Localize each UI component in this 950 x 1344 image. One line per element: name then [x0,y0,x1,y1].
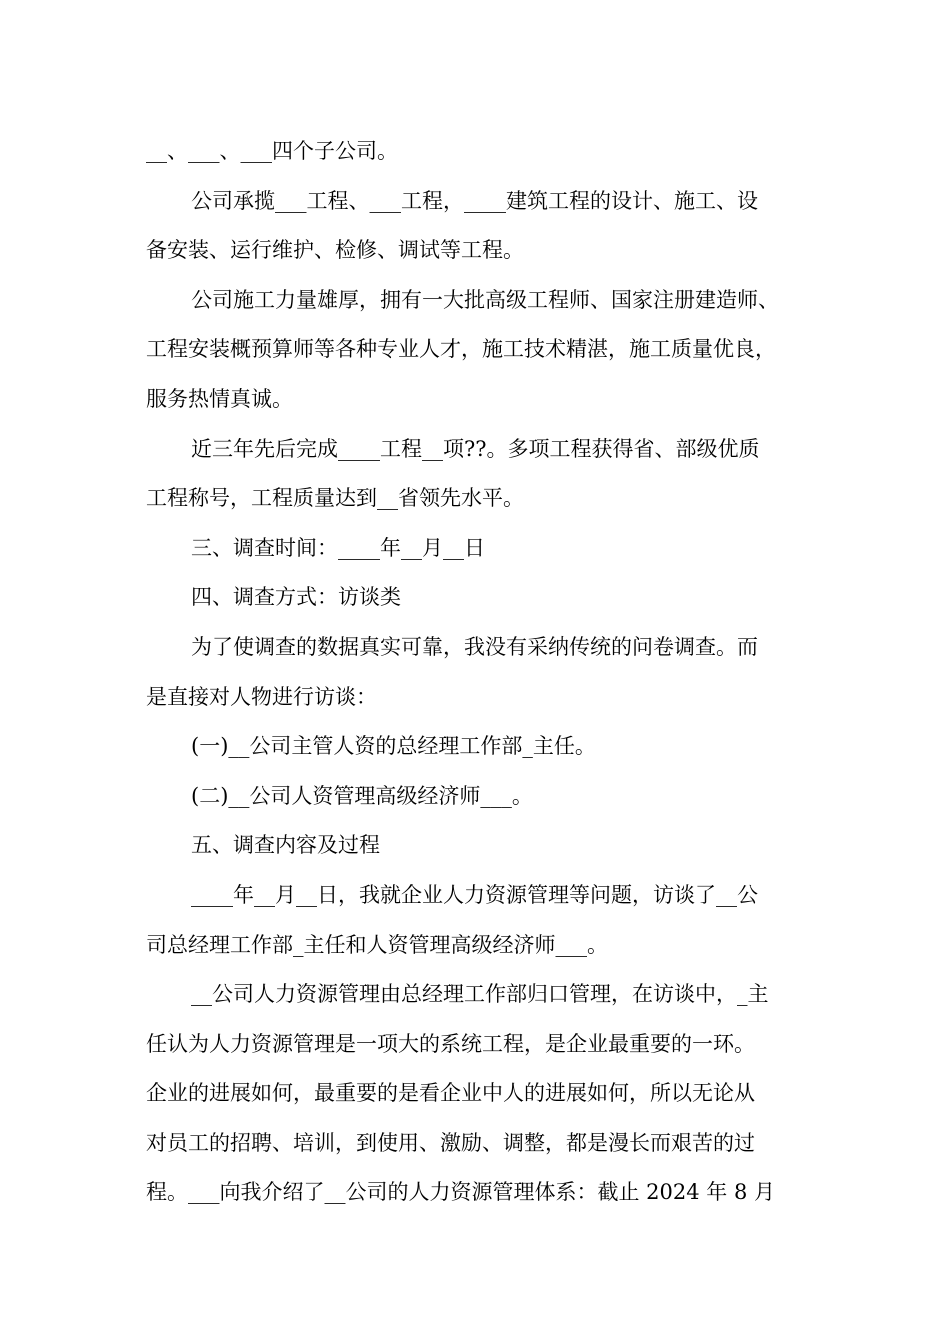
text-line: 工程称号，工程质量达到__省领先水平。 [146,486,524,511]
section-heading: 三、调查时间：____年__月__日 [191,535,485,560]
text-line: 为了使调查的数据真实可靠，我没有采纳传统的问卷调查。而 [191,634,758,659]
list-item: (二)__公司人资管理高级经济师___。 [191,783,533,808]
text-line: 备安装、运行维护、检修、调试等工程。 [146,238,524,263]
text-line: 企业的进展如何，最重要的是看企业中人的进展如何，所以无论从 [146,1081,755,1106]
body-text [146,127,806,1218]
text-line: 工程安装概预算师等各种专业人才，施工技术精湛，施工质量优良， [146,337,776,362]
text-line: 是直接对人物进行访谈： [146,684,377,709]
text-line: 公司施工力量雄厚，拥有一大批高级工程师、国家注册建造师、 [191,287,779,312]
section-heading: 五、调查内容及过程 [191,833,380,858]
list-item: (一)__公司主管人资的总经理工作部_主任。 [191,734,596,759]
text-line: 近三年先后完成____工程__项??。多项工程获得省、部级优质 [191,436,760,461]
text-line: 服务热情真诚。 [146,386,293,411]
text-line: 对员工的招聘、培训，到使用、激励、调整，都是漫长而艰苦的过 [146,1130,755,1155]
section-heading: 四、调查方式：访谈类 [191,585,401,610]
text-line: __、___、___四个子公司。 [146,139,398,163]
text-line: 任认为人力资源管理是一项大的系统工程，是企业最重要的一环。 [146,1031,755,1056]
text-line: ____年__月__日，我就企业人力资源管理等问题，访谈了__公 [191,882,758,907]
text-line: __公司人力资源管理由总经理工作部归口管理，在访谈中，_主 [191,982,769,1007]
text-line: 程。___向我介绍了__公司的人力资源管理体系：截止 2024 年 8 月 [146,1180,776,1205]
text-line: 司总经理工作部_主任和人资管理高级经济师___。 [146,932,608,957]
text-line: 公司承揽___工程、___工程，____建筑工程的设计、施工、设 [191,188,758,213]
